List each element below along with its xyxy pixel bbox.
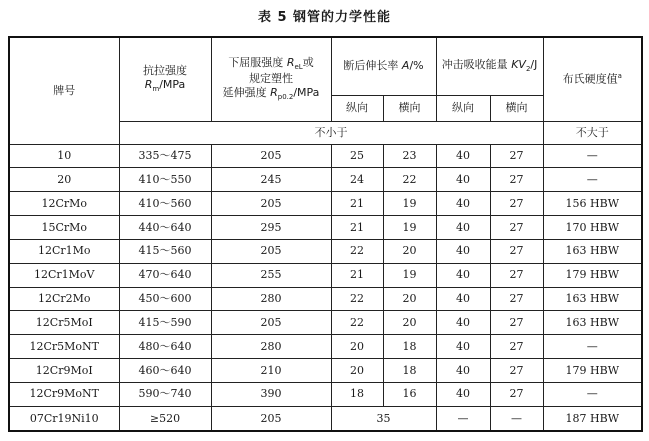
- cell-impact-transverse: 27: [490, 192, 543, 216]
- header-elongation-longitudinal: 纵向: [331, 95, 383, 121]
- table-row: [9, 216, 642, 240]
- cell-tensile: 460～640: [119, 359, 211, 383]
- header-yield-line3-pre: 延伸强度: [222, 86, 271, 100]
- table-body: [9, 144, 642, 431]
- cell-impact-transverse: 27: [490, 239, 543, 263]
- cell-impact-transverse: 27: [490, 216, 543, 240]
- cell-tensile: 470～640: [119, 263, 211, 287]
- cell-grade: 12Cr2Mo: [9, 287, 119, 311]
- cell-elongation-longitudinal: 20: [331, 335, 383, 359]
- header-yield-line3-subscript: p0.2: [277, 93, 294, 102]
- cell-hardness: 179 HBW: [543, 263, 642, 287]
- cell-elongation-transverse: 23: [383, 144, 436, 168]
- cell-tensile: 450～600: [119, 287, 211, 311]
- cell-elongation-transverse: 16: [383, 382, 436, 406]
- table-row: [9, 382, 642, 406]
- cell-hardness: —: [543, 335, 642, 359]
- cell-elongation-transverse: 20: [383, 311, 436, 335]
- cell-tensile: 415～590: [119, 311, 211, 335]
- cell-yield: 205: [211, 311, 331, 335]
- cell-elongation-transverse: 18: [383, 335, 436, 359]
- cell-tensile: ≥520: [119, 406, 211, 431]
- cell-hardness: —: [543, 168, 642, 192]
- cell-elongation: 35: [331, 406, 436, 431]
- cell-yield: 295: [211, 216, 331, 240]
- cell-elongation-longitudinal: 21: [331, 192, 383, 216]
- header-not-less-than: 不小于: [119, 121, 543, 144]
- cell-hardness: 163 HBW: [543, 287, 642, 311]
- cell-impact-transverse: 27: [490, 144, 543, 168]
- cell-elongation-transverse: 22: [383, 168, 436, 192]
- cell-impact-longitudinal: 40: [436, 192, 490, 216]
- table-row-last: [9, 406, 642, 431]
- cell-tensile: 410～550: [119, 168, 211, 192]
- cell-yield: 205: [211, 239, 331, 263]
- table-caption: 表 5 钢管的力学性能: [257, 10, 392, 25]
- cell-elongation-longitudinal: 24: [331, 168, 383, 192]
- header-yield-line1-subscript: eL: [294, 63, 303, 72]
- header-yield-line1-symbol: R: [286, 56, 295, 70]
- table-row: [9, 359, 642, 383]
- cell-impact-longitudinal: 40: [436, 216, 490, 240]
- cell-impact-longitudinal: 40: [436, 382, 490, 406]
- cell-grade: 12Cr5MoNT: [9, 335, 119, 359]
- cell-impact-transverse: —: [490, 406, 543, 431]
- cell-impact-longitudinal: 40: [436, 263, 490, 287]
- header-impact-longitudinal: 纵向: [436, 95, 490, 121]
- cell-tensile: 415～560: [119, 239, 211, 263]
- cell-impact-longitudinal: 40: [436, 335, 490, 359]
- cell-grade: 12Cr1Mo: [9, 239, 119, 263]
- cell-impact-transverse: 27: [490, 287, 543, 311]
- header-yield: [211, 37, 331, 121]
- header-impact-label: 冲击吸收能量: [441, 58, 512, 72]
- cell-grade: 12CrMo: [9, 192, 119, 216]
- cell-elongation-longitudinal: 21: [331, 216, 383, 240]
- header-tensile-subscript: m: [152, 85, 160, 94]
- cell-impact-transverse: 27: [490, 311, 543, 335]
- table-row: [9, 192, 642, 216]
- cell-yield: 280: [211, 335, 331, 359]
- cell-elongation-longitudinal: 22: [331, 287, 383, 311]
- cell-impact-longitudinal: 40: [436, 359, 490, 383]
- header-yield-line1-pre: 下屈服强度: [228, 56, 287, 70]
- cell-tensile: 480～640: [119, 335, 211, 359]
- cell-elongation-transverse: 19: [383, 192, 436, 216]
- cell-grade: 12Cr9MoNT: [9, 382, 119, 406]
- cell-yield: 390: [211, 382, 331, 406]
- table-row: [9, 144, 642, 168]
- cell-grade: 20: [9, 168, 119, 192]
- cell-impact-longitudinal: 40: [436, 287, 490, 311]
- table-row: [9, 287, 642, 311]
- cell-impact-longitudinal: 40: [436, 311, 490, 335]
- header-elongation-unit: /%: [409, 59, 424, 73]
- header-tensile-label: 抗拉强度: [143, 64, 187, 78]
- mechanical-properties-table: [8, 36, 643, 432]
- cell-grade: 10: [9, 144, 119, 168]
- table-row: [9, 335, 642, 359]
- cell-impact-longitudinal: —: [436, 406, 490, 431]
- header-elongation-transverse: 横向: [383, 95, 436, 121]
- cell-impact-transverse: 27: [490, 168, 543, 192]
- header-impact: [436, 37, 543, 95]
- header-grade: 牌号: [9, 37, 119, 144]
- cell-hardness: 163 HBW: [543, 239, 642, 263]
- cell-grade: 07Cr19Ni10: [9, 406, 119, 431]
- cell-tensile: 335～475: [119, 144, 211, 168]
- header-impact-unit: /J: [530, 58, 538, 72]
- cell-elongation-longitudinal: 22: [331, 239, 383, 263]
- cell-impact-transverse: 27: [490, 335, 543, 359]
- header-hardness-footnote: a: [617, 72, 622, 81]
- cell-elongation-transverse: 20: [383, 287, 436, 311]
- cell-elongation-longitudinal: 22: [331, 311, 383, 335]
- cell-elongation-longitudinal: 18: [331, 382, 383, 406]
- cell-hardness: 187 HBW: [543, 406, 642, 431]
- cell-impact-longitudinal: 40: [436, 239, 490, 263]
- cell-yield: 205: [211, 406, 331, 431]
- cell-grade: 12Cr9MoI: [9, 359, 119, 383]
- header-tensile: [119, 37, 211, 121]
- cell-tensile: 440～640: [119, 216, 211, 240]
- header-tensile-symbol: R: [144, 78, 153, 92]
- table-row: [9, 168, 642, 192]
- cell-elongation-transverse: 18: [383, 359, 436, 383]
- cell-yield: 205: [211, 192, 331, 216]
- cell-yield: 210: [211, 359, 331, 383]
- cell-yield: 245: [211, 168, 331, 192]
- header-hardness: [543, 37, 642, 121]
- cell-hardness: —: [543, 144, 642, 168]
- cell-impact-transverse: 27: [490, 263, 543, 287]
- cell-impact-longitudinal: 40: [436, 168, 490, 192]
- header-elongation-label: 断后伸长率: [343, 59, 402, 73]
- cell-yield: 205: [211, 144, 331, 168]
- cell-yield: 255: [211, 263, 331, 287]
- header-not-more-than: 不大于: [543, 121, 642, 144]
- cell-impact-transverse: 27: [490, 359, 543, 383]
- cell-impact-longitudinal: 40: [436, 144, 490, 168]
- cell-hardness: 170 HBW: [543, 216, 642, 240]
- cell-elongation-transverse: 20: [383, 239, 436, 263]
- header-yield-line3-post: /MPa: [293, 86, 320, 100]
- cell-grade: 12Cr5MoI: [9, 311, 119, 335]
- cell-elongation-transverse: 19: [383, 216, 436, 240]
- cell-tensile: 590～740: [119, 382, 211, 406]
- header-impact-transverse: 横向: [490, 95, 543, 121]
- cell-elongation-longitudinal: 21: [331, 263, 383, 287]
- cell-elongation-longitudinal: 25: [331, 144, 383, 168]
- cell-impact-transverse: 27: [490, 382, 543, 406]
- cell-grade: 15CrMo: [9, 216, 119, 240]
- cell-hardness: 179 HBW: [543, 359, 642, 383]
- header-yield-line3-symbol: R: [270, 86, 278, 100]
- header-elongation-symbol: A: [401, 59, 410, 73]
- header-elongation: [331, 37, 436, 95]
- cell-hardness: —: [543, 382, 642, 406]
- header-tensile-unit: /MPa: [159, 78, 186, 92]
- cell-grade: 12Cr1MoV: [9, 263, 119, 287]
- table-row: [9, 263, 642, 287]
- cell-elongation-longitudinal: 20: [331, 359, 383, 383]
- header-yield-line2: 规定塑性: [249, 72, 293, 86]
- header-impact-subscript: 2: [525, 65, 531, 74]
- cell-elongation-transverse: 19: [383, 263, 436, 287]
- cell-tensile: 410～560: [119, 192, 211, 216]
- table-row: [9, 311, 642, 335]
- table-row: [9, 239, 642, 263]
- header-hardness-label: 布氏硬度值: [562, 72, 618, 86]
- cell-yield: 280: [211, 287, 331, 311]
- cell-hardness: 156 HBW: [543, 192, 642, 216]
- header-yield-line1-post: 或: [302, 56, 314, 70]
- header-impact-symbol: KV: [511, 58, 526, 72]
- cell-hardness: 163 HBW: [543, 311, 642, 335]
